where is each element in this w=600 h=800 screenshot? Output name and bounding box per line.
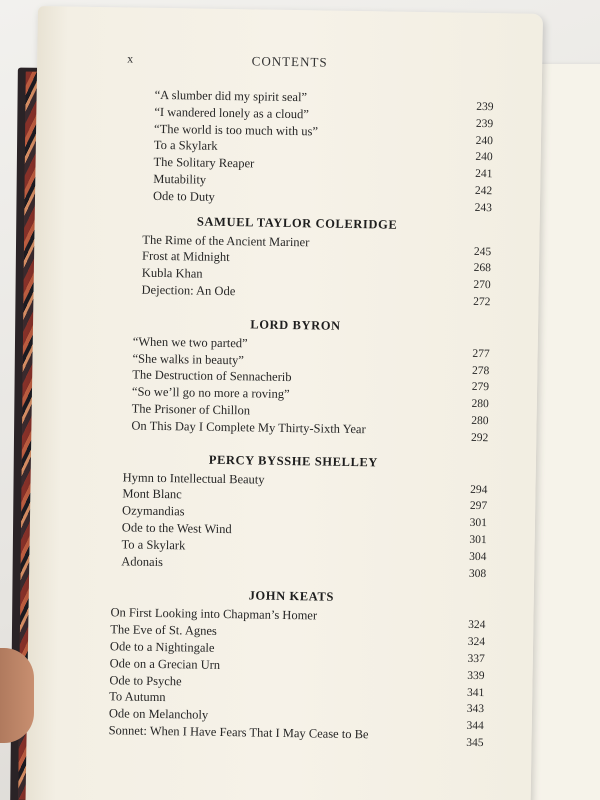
poem-title: Ozymandias — [122, 503, 185, 519]
page-number-entry: 279 — [471, 381, 490, 394]
page-number-entry: 277 — [472, 347, 490, 360]
page-number-entry: 243 — [474, 201, 493, 214]
page-number-entry: 280 — [471, 398, 489, 411]
page-number-entry: 241 — [475, 168, 493, 181]
page-number-entry: 242 — [474, 184, 493, 198]
poem-title: On First Looking into Chapman’s Homer — [110, 605, 318, 623]
poem-title: Dejection: An Ode — [141, 282, 236, 299]
toc-section-byron — [31, 314, 538, 442]
poem-title: “So we’ll go no more a roving” — [131, 384, 290, 402]
poem-title: Mutability — [153, 171, 207, 187]
poem-list — [33, 231, 539, 309]
page-number-entry: 297 — [469, 500, 488, 513]
poem-title: “She walks in beauty” — [132, 351, 245, 367]
page-number-entry: 324 — [467, 635, 486, 649]
page-number-entry: 344 — [466, 719, 484, 733]
poem-title: On This Day I Complete My Thirty-Sixth Year — [131, 418, 366, 436]
toc-section-wordsworth — [35, 86, 542, 214]
poem-title: Mont Blanc — [122, 486, 182, 502]
poem-title: Adonais — [121, 553, 164, 569]
page-number: x — [127, 51, 134, 66]
toc-section-shelley — [29, 450, 536, 578]
page-number-entry: 272 — [473, 295, 491, 309]
poet-heading: JOHN KEATS — [248, 588, 335, 605]
poem-title: Ode to a Nightingale — [109, 639, 215, 655]
poem-title: Kubla Khan — [141, 265, 203, 281]
poem-title: To a Skylark — [153, 138, 218, 154]
toc-section-coleridge — [33, 212, 539, 309]
poet-heading: SAMUEL TAYLOR COLERIDGE — [196, 214, 398, 232]
poem-title: The Destruction of Sennacherib — [132, 367, 292, 385]
page-number-entry: 280 — [471, 414, 489, 428]
poem-title: Frost at Midnight — [142, 249, 230, 265]
page-number-entry: 341 — [466, 686, 485, 699]
poem-title: The Eve of St. Agnes — [110, 622, 217, 639]
poem-title: The Prisoner of Chillon — [131, 401, 251, 418]
poem-title: The Solitary Reaper — [153, 155, 255, 171]
page-number-entry: 324 — [468, 619, 486, 632]
poem-title: Hymn to Intellectual Beauty — [122, 469, 265, 487]
page-number-entry: 239 — [475, 117, 494, 130]
page-number-entry: 294 — [470, 483, 488, 496]
poem-title: Ode to Duty — [152, 188, 215, 204]
page-number-entry: 270 — [473, 279, 491, 292]
poem-title: Ode to Psyche — [109, 672, 182, 688]
poem-title: To Autumn — [109, 689, 166, 705]
page-number-entry: 301 — [469, 533, 487, 547]
page-title: CONTENTS — [251, 53, 328, 70]
toc-section-keats — [27, 585, 534, 750]
page-number-entry: 337 — [467, 652, 485, 666]
poem-title: Ode on a Grecian Urn — [109, 655, 221, 672]
page-number-entry: 301 — [469, 517, 488, 530]
poem-title: “The world is too much with us” — [154, 121, 319, 139]
page-number-entry: 240 — [475, 134, 494, 147]
page-number-entry: 292 — [470, 431, 489, 444]
poem-title: Ode on Melancholy — [108, 706, 209, 722]
contents-page — [25, 6, 543, 800]
page-number-entry: 345 — [466, 736, 484, 750]
page-number-entry: 339 — [467, 669, 485, 682]
poem-title: The Rime of the Ancient Mariner — [142, 232, 310, 249]
page-number-entry: 304 — [469, 550, 487, 563]
poem-list — [35, 86, 542, 214]
poem-title: “When we two parted” — [132, 334, 248, 351]
table-of-contents — [26, 86, 541, 763]
poem-title: Sonnet: When I Have Fears That I May Cease to Be — [108, 723, 369, 742]
page-number-entry: 268 — [473, 262, 492, 275]
page-number-entry: 308 — [468, 567, 487, 580]
poem-list — [31, 333, 538, 442]
page-number-entry: 245 — [473, 245, 492, 258]
poem-list — [27, 604, 534, 750]
thumb — [0, 648, 34, 743]
poem-title: “A slumber did my spirit seal” — [154, 87, 308, 105]
poet-heading: LORD BYRON — [250, 317, 341, 333]
poem-title: To a Skylark — [121, 537, 186, 553]
page-number-entry: 343 — [466, 703, 485, 716]
poem-list — [29, 469, 536, 578]
page-header — [37, 50, 542, 78]
poem-title: Ode to the West Wind — [121, 520, 232, 537]
poem-title: “I wandered lonely as a cloud” — [154, 104, 309, 122]
page-number-entry: 239 — [476, 100, 494, 114]
page-number-entry: 240 — [475, 151, 493, 164]
poet-heading: PERCY BYSSHE SHELLEY — [208, 452, 379, 469]
page-number-entry: 278 — [472, 364, 490, 377]
